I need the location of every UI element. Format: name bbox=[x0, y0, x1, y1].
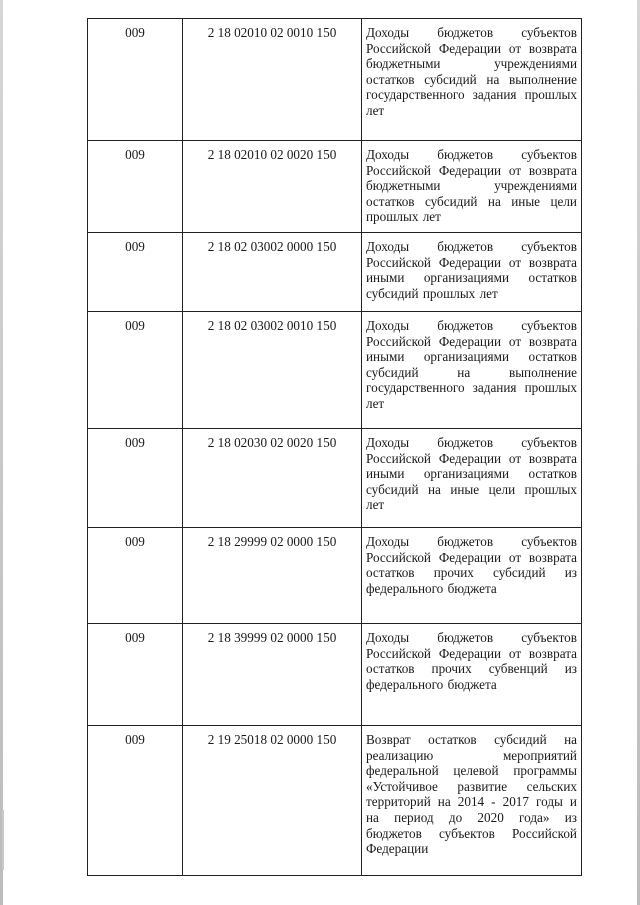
admin-code-cell: 009 bbox=[88, 233, 183, 312]
admin-code-cell: 009 bbox=[88, 528, 183, 624]
budget-code-cell: 2 18 02 03002 0010 150 bbox=[183, 312, 362, 429]
table-row bbox=[88, 624, 582, 726]
page-left-edge bbox=[0, 0, 3, 905]
table-row bbox=[88, 233, 582, 312]
admin-code-cell: 009 bbox=[88, 624, 183, 726]
revenue-name-cell: Доходы бюджетов субъектов Российской Федерации от возврата иными организациями остатков субсидий прошлых лет bbox=[362, 233, 582, 312]
admin-code-cell: 009 bbox=[88, 429, 183, 528]
admin-code-cell: 009 bbox=[88, 141, 183, 233]
table-row bbox=[88, 726, 582, 876]
budget-code-cell: 2 18 02030 02 0020 150 bbox=[183, 429, 362, 528]
revenue-name-cell: Доходы бюджетов субъектов Российской Федерации от возврата бюджетными учреждениями остатков субсидий на иные цели прошлых лет bbox=[362, 141, 582, 233]
revenue-codes-table bbox=[87, 18, 582, 876]
admin-code-cell: 009 bbox=[88, 19, 183, 141]
table-row bbox=[88, 528, 582, 624]
revenue-name-cell: Доходы бюджетов субъектов Российской Федерации от возврата бюджетными учреждениями остатков субсидий на выполнение государственного задания прошлых лет bbox=[362, 19, 582, 141]
table-row bbox=[88, 19, 582, 141]
budget-code-cell: 2 18 39999 02 0000 150 bbox=[183, 624, 362, 726]
budget-code-cell: 2 18 02010 02 0010 150 bbox=[183, 19, 362, 141]
table-row bbox=[88, 312, 582, 429]
table-row bbox=[88, 141, 582, 233]
budget-code-cell: 2 18 02 03002 0000 150 bbox=[183, 233, 362, 312]
table-row bbox=[88, 429, 582, 528]
scan-mark bbox=[2, 810, 4, 870]
revenue-name-cell: Доходы бюджетов субъектов Российской Федерации от возврата остатков прочих субсидий из федерального бюджета bbox=[362, 528, 582, 624]
admin-code-cell: 009 bbox=[88, 312, 183, 429]
revenue-name-cell: Доходы бюджетов субъектов Российской Федерации от возврата остатков прочих субвенций из федерального бюджета bbox=[362, 624, 582, 726]
revenue-name-cell: Возврат остатков субсидий на реализацию мероприятий федеральной целевой программы «Устойчивое развитие сельских территорий на 2014 - 2017 годы и на период до 2020 года» из бюджетов субъектов Российской Федерации bbox=[362, 726, 582, 876]
revenue-name-cell: Доходы бюджетов субъектов Российской Федерации от возврата иными организациями остатков субсидий на иные цели прошлых лет bbox=[362, 429, 582, 528]
admin-code-cell: 009 bbox=[88, 726, 183, 876]
budget-code-cell: 2 18 02010 02 0020 150 bbox=[183, 141, 362, 233]
budget-code-cell: 2 19 25018 02 0000 150 bbox=[183, 726, 362, 876]
budget-code-cell: 2 18 29999 02 0000 150 bbox=[183, 528, 362, 624]
revenue-name-cell: Доходы бюджетов субъектов Российской Федерации от возврата иными организациями остатков субсидий на выполнение государственного задания прошлых лет bbox=[362, 312, 582, 429]
